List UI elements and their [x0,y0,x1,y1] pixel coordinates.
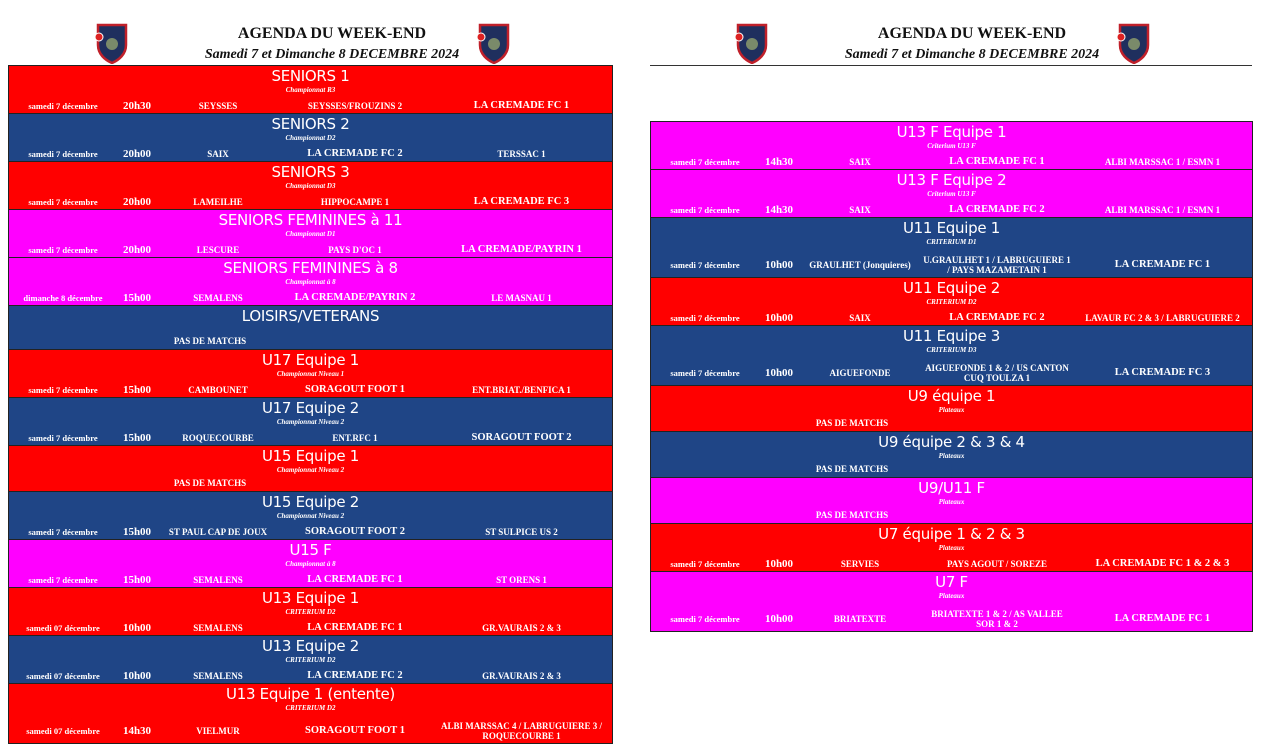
away-team: ALBI MARSSAC 1 / ESMN 1 [1104,205,1221,215]
competition-label: CRITERIUM D2 [285,656,336,664]
team-title: U9 équipe 2 & 3 & 4 [878,433,1025,451]
team-title: SENIORS 3 [271,163,350,181]
home-team: PAYS D'OC 1 [328,245,382,255]
right-schedule-table [650,121,1253,632]
competition-label: Championnat Niveau 2 [276,418,345,426]
away-team: ST SULPICE US 2 [485,527,558,537]
away-team: LA CREMADE FC 1 [1114,259,1211,270]
match-time: 14h30 [764,204,794,216]
team-block [651,524,1252,572]
home-team: SORAGOUT FOOT 1 [305,384,405,395]
team-block [9,258,612,306]
home-team: LA CREMADE FC 2 [949,312,1045,323]
competition-label: Plateaux [938,544,965,552]
home-team: LA CREMADE FC 2 [307,148,403,159]
match-date: samedi 7 décembre [670,614,740,624]
match-row [9,245,612,255]
match-time: 20h00 [122,244,152,256]
away-team: GR.VAURAIS 2 & 3 [482,623,561,633]
match-date: samedi 07 décembre [26,623,100,633]
team-block [651,122,1252,170]
competition-label: Championnat Niveau 1 [276,370,345,378]
away-team: SORAGOUT FOOT 2 [471,432,572,443]
team-title: U7 F [935,573,968,591]
competition-label: Plateaux [938,592,965,600]
match-venue: ST PAUL CAP DE JOUX [168,527,268,537]
match-venue: SEMALENS [193,575,243,585]
team-block [9,114,612,162]
match-row [9,433,612,443]
match-row [651,255,1252,275]
team-title: U17 Equipe 1 [262,351,359,369]
match-venue: BRIATEXTE [833,614,887,624]
match-venue: AIGUEFONDE [829,368,891,378]
competition-label: Championnat D1 [285,230,336,238]
competition-label: Championnat Niveau 2 [276,466,345,474]
match-row [9,575,612,585]
home-team: AIGUEFONDE 1 & 2 / US CANTON CUQ TOULZA 1 [925,363,1069,383]
match-time: 10h00 [764,613,794,625]
match-date: dimanche 8 décembre [23,293,103,303]
match-date: samedi 7 décembre [28,101,98,111]
left-schedule-table [8,65,613,744]
team-title: U13 Equipe 1 [262,589,359,607]
team-block [9,210,612,258]
team-title: U15 Equipe 2 [262,493,359,511]
team-block [651,432,1252,478]
match-time: 15h00 [122,384,152,396]
page-title: AGENDA DU WEEK-END [237,25,427,42]
match-venue: SEMALENS [193,293,243,303]
team-title: U9/U11 F [918,479,985,497]
match-time: 10h00 [764,558,794,570]
match-date: samedi 7 décembre [28,197,98,207]
competition-label: CRITERIUM D2 [285,608,336,616]
away-team: GR.VAURAIS 2 & 3 [482,671,561,681]
team-title: U11 Equipe 2 [903,279,1000,297]
team-title: U13 Equipe 2 [262,637,359,655]
away-team: LA CREMADE FC 3 [473,196,570,207]
no-match-label: PAS DE MATCHS [815,464,889,474]
home-team: ENT.RFC 1 [332,433,378,443]
team-block [651,386,1252,432]
match-time: 15h00 [122,526,152,538]
away-team: LA CREMADE FC 1 & 2 & 3 [1095,558,1230,569]
team-block [9,492,612,540]
match-date: samedi 7 décembre [28,245,98,255]
left-header [0,18,620,64]
team-block [9,636,612,684]
match-row [651,313,1252,323]
away-team: LE MASNAU 1 [491,293,552,303]
match-venue: VIELMUR [196,726,240,736]
team-block [651,218,1252,278]
competition-label: Plateaux [938,452,965,460]
team-block [651,478,1252,524]
home-team: HIPPOCAMPE 1 [320,197,390,207]
competition-label: Criterium U13 F [927,142,976,150]
match-time: 15h00 [122,432,152,444]
home-team: LA CREMADE FC 2 [307,670,403,681]
match-venue: CAMBOUNET [188,385,248,395]
home-team: BRIATEXTE 1 & 2 / AS VALLEE SOR 1 & 2 [931,609,1063,629]
match-date: samedi 7 décembre [28,149,98,159]
team-title: U11 Equipe 1 [903,219,1000,237]
match-row [651,205,1252,215]
match-row [9,527,612,537]
match-venue: SEMALENS [193,623,243,633]
team-block [651,170,1252,218]
club-logo [1117,22,1151,64]
home-team: LA CREMADE FC 1 [949,156,1045,167]
match-date: samedi 7 décembre [28,527,98,537]
match-time: 15h00 [122,292,152,304]
competition-label: Championnat R3 [285,86,336,94]
team-title: LOISIRS/VETERANS [241,307,380,325]
competition-label: Championnat D2 [285,134,336,142]
no-match-label: PAS DE MATCHS [815,418,889,428]
home-team: LA CREMADE FC 2 [949,204,1045,215]
home-team: LA CREMADE/PAYRIN 2 [294,292,416,303]
match-time: 10h00 [122,622,152,634]
match-row [9,101,612,111]
competition-label: CRITERIUM D3 [926,346,977,354]
match-date: samedi 7 décembre [670,205,740,215]
competition-label: CRITERIUM D2 [926,298,977,306]
match-date: samedi 7 décembre [670,157,740,167]
team-title: U15 F [289,541,332,559]
page-subtitle: Samedi 7 et Dimanche 8 DECEMBRE 2024 [844,47,1100,62]
competition-label: CRITERIUM D2 [285,704,336,712]
match-time: 10h00 [764,367,794,379]
match-row [651,559,1252,569]
match-date: samedi 07 décembre [26,726,100,736]
team-title: SENIORS 1 [271,67,350,85]
match-date: samedi 7 décembre [670,313,740,323]
match-venue: SAIX [849,157,871,167]
competition-label: CRITERIUM D1 [926,238,977,246]
competition-label: Championnat D3 [285,182,336,190]
team-block [9,162,612,210]
away-team: ST ORENS 1 [496,575,547,585]
team-title: U15 Equipe 1 [262,447,359,465]
team-title: SENIORS 2 [271,115,350,133]
team-block [9,306,612,350]
team-title: U13 F Equipe 1 [896,123,1007,141]
page-subtitle: Samedi 7 et Dimanche 8 DECEMBRE 2024 [204,47,460,62]
match-row [651,157,1252,167]
team-block [651,572,1252,632]
match-row [9,721,612,741]
competition-label: Championnat à 8 [285,278,336,286]
match-time: 20h00 [122,148,152,160]
no-match-label: PAS DE MATCHS [173,478,247,488]
match-venue: SAIX [207,149,229,159]
match-date: samedi 7 décembre [670,368,740,378]
right-header [640,18,1260,64]
divider [650,65,1252,66]
team-block [9,684,612,744]
match-time: 10h00 [122,670,152,682]
match-row [9,149,612,159]
team-block [9,398,612,446]
match-row [9,197,612,207]
away-team: LA CREMADE/PAYRIN 1 [461,244,582,255]
match-venue: SEMALENS [193,671,243,681]
match-time: 14h30 [764,156,794,168]
away-team: LAVAUR FC 2 & 3 / LABRUGUIERE 2 [1085,313,1240,323]
match-date: samedi 7 décembre [28,385,98,395]
match-row [9,293,612,303]
no-match-label: PAS DE MATCHS [173,336,247,346]
match-venue: ROQUECOURBE [182,433,254,443]
match-time: 10h00 [764,259,794,271]
home-team: U.GRAULHET 1 / LABRUGUIERE 1 / PAYS MAZAMETAIN 1 [923,255,1071,275]
home-team: PAYS AGOUT / SOREZE [946,559,1048,569]
team-block [9,588,612,636]
match-time: 10h00 [764,312,794,324]
away-team: ALBI MARSSAC 1 / ESMN 1 [1104,157,1221,167]
away-team: TERSSAC 1 [497,149,546,159]
no-match-label: PAS DE MATCHS [815,510,889,520]
home-team: SORAGOUT FOOT 1 [305,725,405,736]
match-date: samedi 7 décembre [28,575,98,585]
home-team: SEYSSES/FROUZINS 2 [307,101,403,111]
competition-label: Plateaux [938,406,965,414]
away-team: ENT.BRIAT./BENFICA 1 [472,385,571,395]
match-venue: SAIX [849,313,871,323]
match-venue: LAMEILHE [193,197,243,207]
match-time: 20h00 [122,196,152,208]
team-title: SENIORS FEMININES à 8 [223,259,398,277]
match-venue: GRAULHET (Jonquieres) [809,260,911,270]
match-venue: SERVIES [840,559,880,569]
competition-label: Plateaux [938,498,965,506]
home-team: LA CREMADE FC 1 [307,622,403,633]
page-title: AGENDA DU WEEK-END [877,25,1067,42]
match-venue: SAIX [849,205,871,215]
match-row [651,609,1252,629]
away-team: LA CREMADE FC 1 [1114,613,1211,624]
match-row [9,671,612,681]
team-title: U13 F Equipe 2 [896,171,1007,189]
competition-label: Championnat à 8 [285,560,336,568]
match-time: 14h30 [122,725,152,737]
match-date: samedi 7 décembre [670,559,740,569]
away-team: ALBI MARSSAC 4 / LABRUGUIERE 3 / ROQUECOURBE 1 [440,721,603,741]
match-date: samedi 07 décembre [26,671,100,681]
match-date: samedi 7 décembre [670,260,740,270]
match-venue: LESCURE [196,245,240,255]
team-block [651,326,1252,386]
match-row [9,623,612,633]
team-block [9,540,612,588]
match-row [651,363,1252,383]
home-team: LA CREMADE FC 1 [307,574,403,585]
team-title: U17 Equipe 2 [262,399,359,417]
match-time: 15h00 [122,574,152,586]
team-title: U13 Equipe 1 (entente) [226,685,395,703]
match-date: samedi 7 décembre [28,433,98,443]
team-block [9,350,612,398]
team-block [9,66,612,114]
team-title: U9 équipe 1 [907,387,996,405]
team-block [9,446,612,492]
competition-label: Championnat Niveau 2 [276,512,345,520]
competition-label: Criterium U13 F [927,190,976,198]
team-title: SENIORS FEMININES à 11 [218,211,403,229]
team-title: U7 équipe 1 & 2 & 3 [878,525,1025,543]
match-venue: SEYSSES [198,101,238,111]
match-row [9,385,612,395]
team-block [651,278,1252,326]
club-logo [477,22,511,64]
away-team: LA CREMADE FC 1 [473,100,570,111]
match-time: 20h30 [122,100,152,112]
home-team: SORAGOUT FOOT 2 [305,526,405,537]
away-team: LA CREMADE FC 3 [1114,367,1211,378]
team-title: U11 Equipe 3 [903,327,1000,345]
